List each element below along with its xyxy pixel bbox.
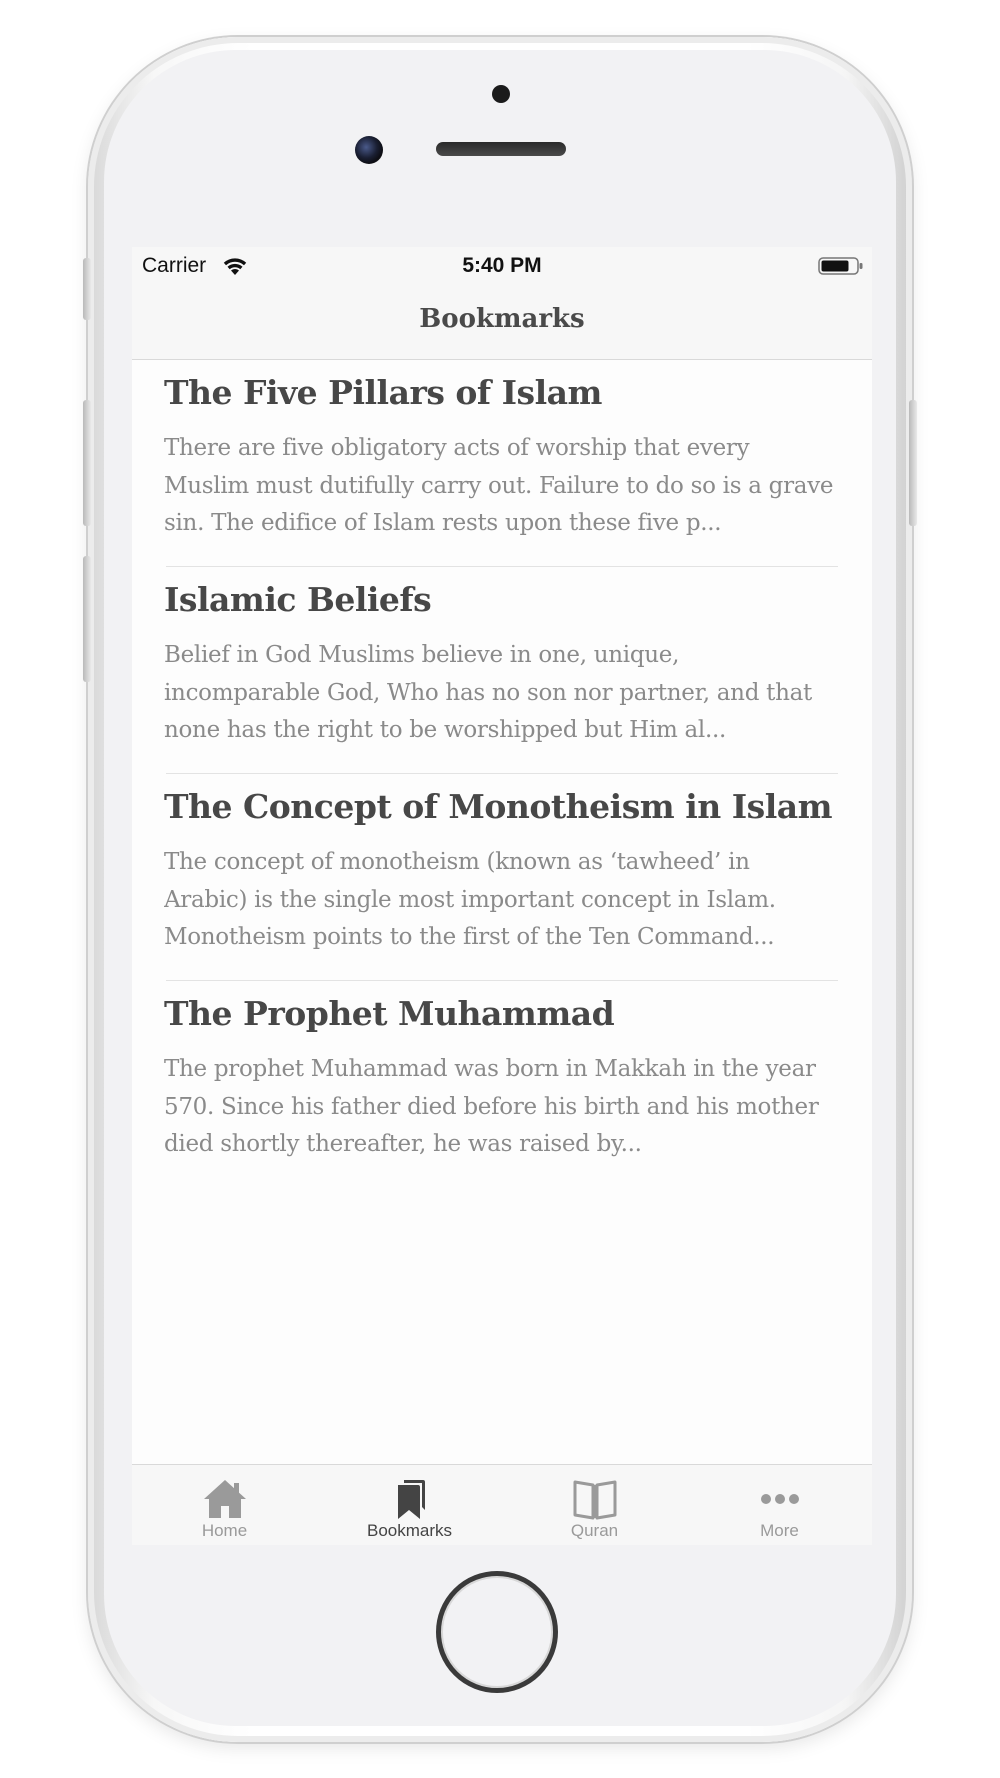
bookmark-item[interactable] xyxy=(132,360,872,567)
front-camera xyxy=(355,136,383,164)
tab-quran[interactable] xyxy=(502,1465,687,1545)
tab-label: Home xyxy=(201,1521,248,1540)
navigation-bar xyxy=(132,287,872,360)
bookmark-item[interactable] xyxy=(132,567,872,774)
mute-switch xyxy=(83,258,91,320)
more-icon xyxy=(757,1477,803,1521)
tab-more[interactable] xyxy=(687,1465,872,1545)
bookmark-title: The Concept of Monotheism in Islam xyxy=(164,787,833,826)
status-bar xyxy=(132,247,872,287)
volume-up-button xyxy=(83,400,91,526)
bookmark-excerpt: The concept of monotheism (known as ‘tawheed’ in Arabic) is the single most important concept in Islam. Monotheism points to the first of the Ten Command... xyxy=(164,849,776,950)
bookmark-excerpt: Belief in God Muslims believe in one, unique, incomparable God, Who has no son nor partner, and that none has the right to be worshipped but Him al... xyxy=(164,642,812,743)
bookmark-excerpt: There are five obligatory acts of worship that every Muslim must dutifully carry out. Failure to do so is a grave sin. The edifice of Islam rests upon these five p... xyxy=(164,435,834,536)
page-title: Bookmarks xyxy=(419,304,585,334)
tab-label: More xyxy=(760,1521,799,1540)
volume-down-button xyxy=(83,556,91,682)
carrier-label: Carrier xyxy=(142,254,207,277)
tab-label: Bookmarks xyxy=(366,1521,453,1540)
screen xyxy=(132,247,872,1545)
home-button[interactable] xyxy=(436,1571,558,1693)
bookmark-title: The Five Pillars of Islam xyxy=(164,373,602,412)
bookmark-list xyxy=(132,360,872,1188)
tab-bookmarks[interactable] xyxy=(317,1465,502,1545)
bookmark-item[interactable] xyxy=(132,981,872,1188)
earpiece-speaker xyxy=(436,142,566,156)
status-time: 5:40 PM xyxy=(462,254,542,277)
tab-home[interactable] xyxy=(132,1465,317,1545)
book-icon xyxy=(572,1477,618,1521)
battery-icon xyxy=(818,255,864,277)
bookmark-excerpt: The prophet Muhammad was born in Makkah in the year 570. Since his father died before his birth and his mother died shortly thereafter, he was raised by... xyxy=(164,1056,819,1157)
tab-label: Quran xyxy=(570,1521,619,1540)
bookmark-title: Islamic Beliefs xyxy=(164,580,432,619)
bookmark-title: The Prophet Muhammad xyxy=(164,994,615,1033)
proximity-sensor xyxy=(492,85,510,103)
home-icon xyxy=(202,1477,248,1521)
tab-bar xyxy=(132,1464,872,1545)
bookmark-item[interactable] xyxy=(132,774,872,981)
bookmark-icon xyxy=(387,1477,433,1521)
power-button xyxy=(909,400,917,526)
